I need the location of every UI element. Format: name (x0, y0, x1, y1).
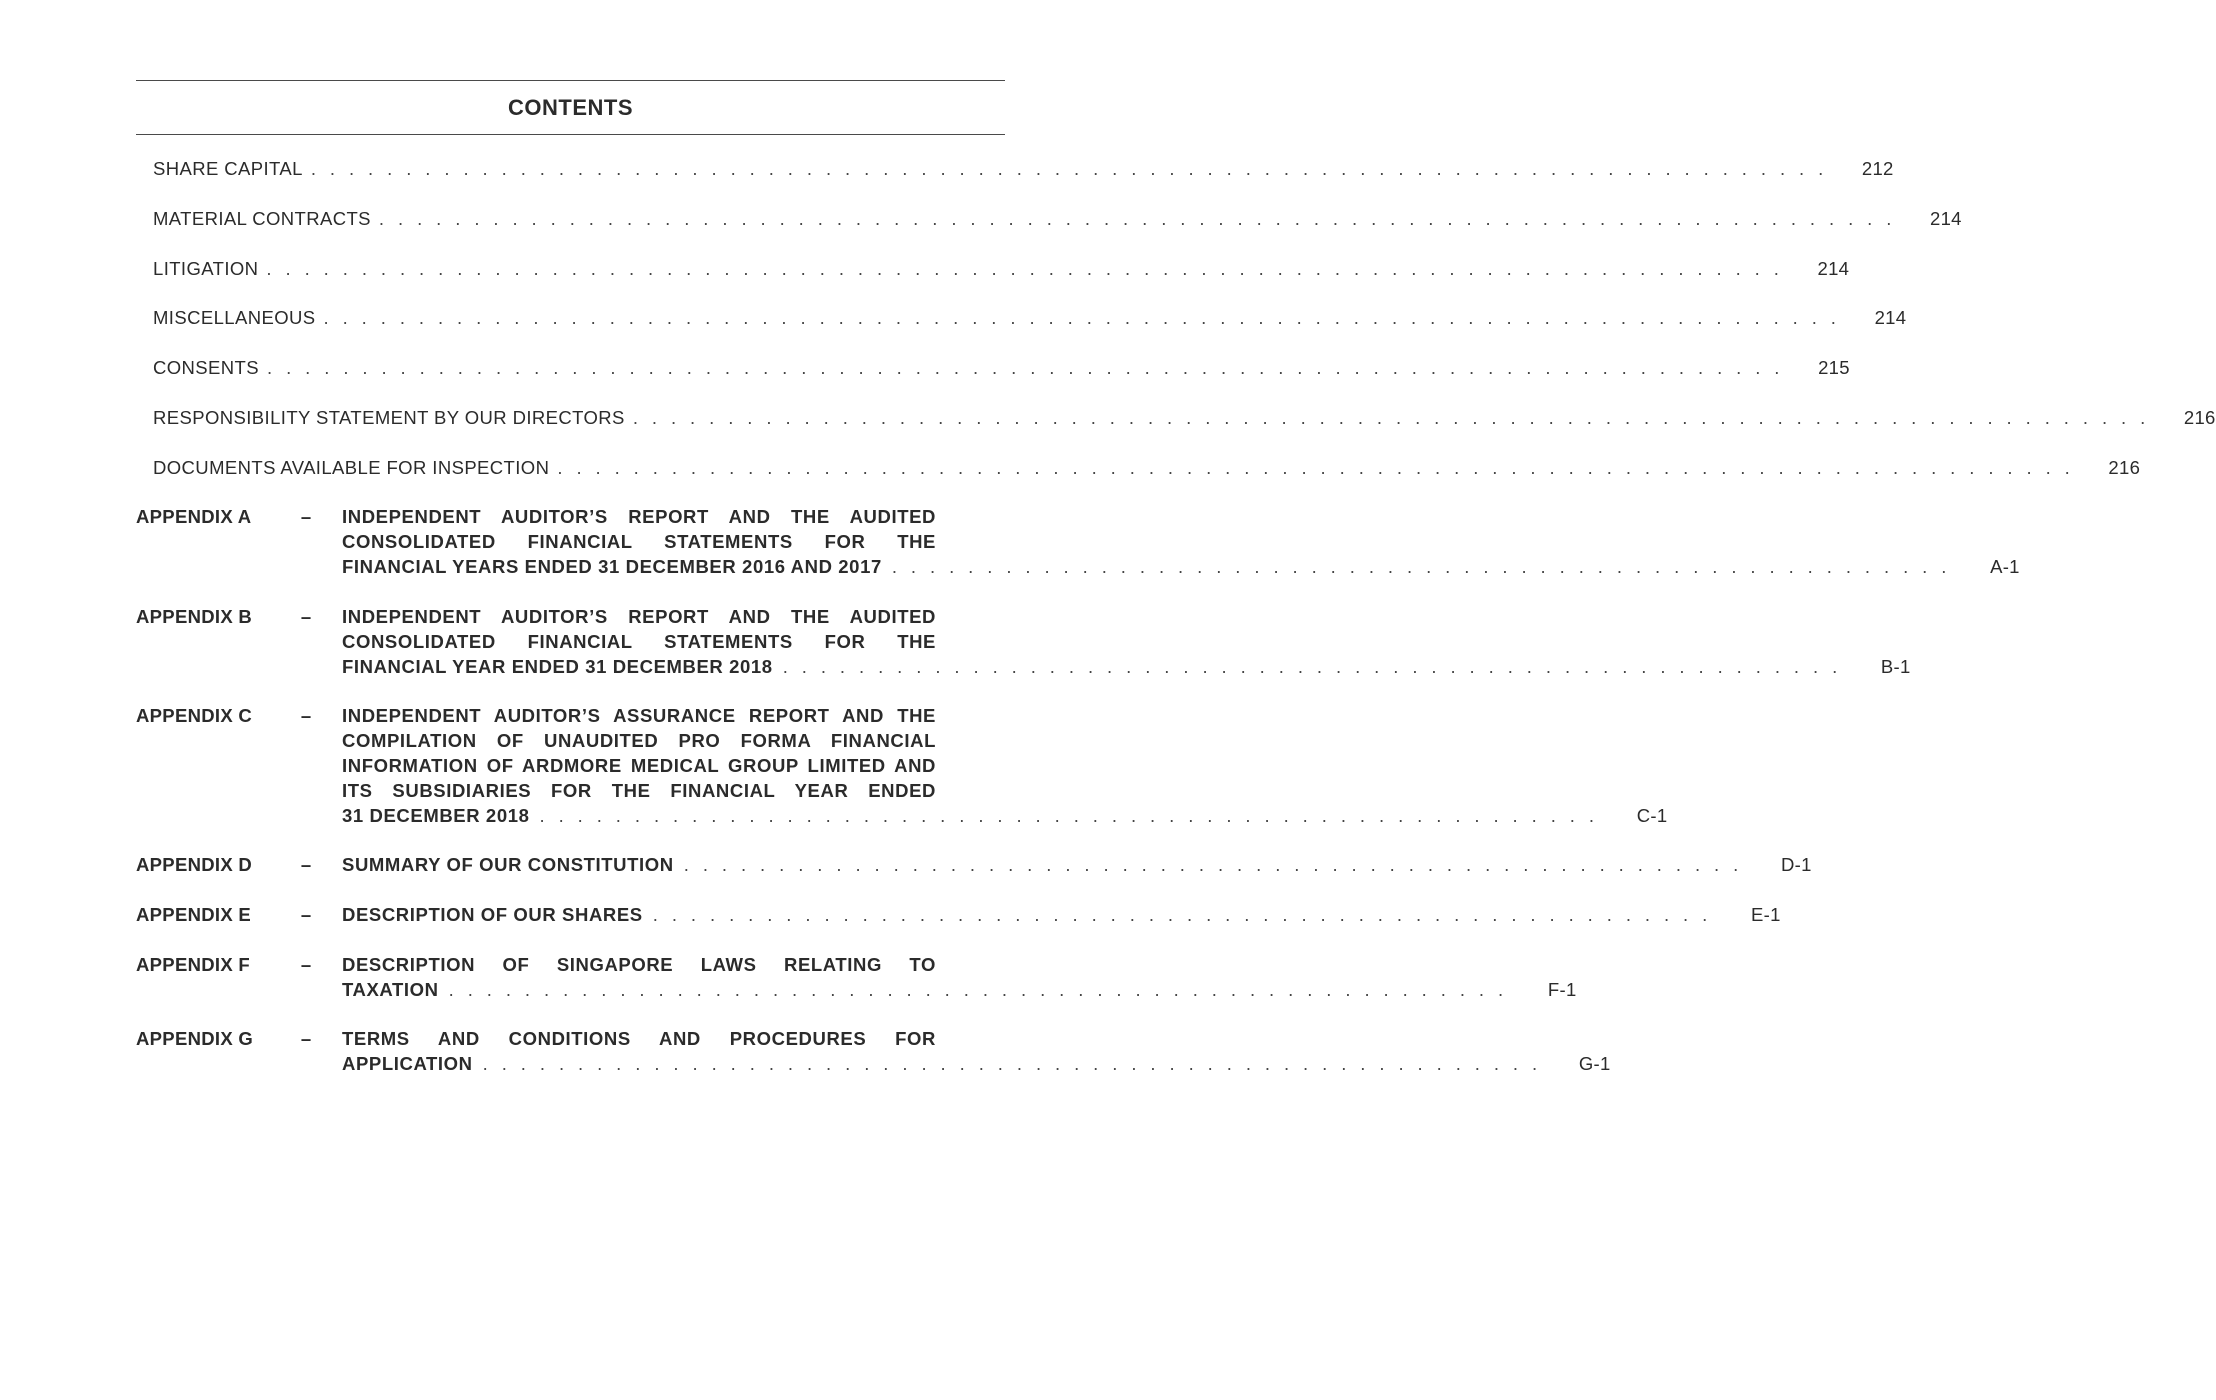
appendix-dash: – (300, 904, 312, 925)
toc-entry-page: 214 (1874, 307, 1907, 328)
appendix-page: F-1 (1547, 979, 1577, 1000)
appendix-label: APPENDIX D (136, 854, 253, 875)
dot-leader: . . . . . . . . . . . . . . . . . . . . . . . . . . . . . . . . . . . . . . . . . . . . . . . . . . . . . . . . (782, 656, 1842, 677)
toc-entry-title: MATERIAL CONTRACTS (153, 208, 371, 229)
appendix-label: APPENDIX A (136, 506, 252, 527)
appendix-title-line: TAXATION (342, 979, 439, 1000)
toc-entry-page: 215 (1818, 357, 1850, 378)
appendix-page: B-1 (1880, 656, 1911, 677)
appendix-title-line: APPLICATION (342, 1053, 473, 1074)
appendix-page: G-1 (1578, 1053, 1611, 1074)
appendix-title (342, 1026, 1611, 1076)
appendix-label: APPENDIX F (136, 954, 251, 975)
dot-leader: . . . . . . . . . . . . . . . . . . . . . . . . . . . . . . . . . . . . . . . . . . . . . . . . . . . . . . . . . . . . . . . . . . . . . . . . . . . . . . . . (632, 407, 2150, 428)
appendix-dash: – (300, 705, 312, 726)
toc-entry-title: LITIGATION (153, 258, 259, 279)
toc-entry-page: 214 (1929, 208, 1962, 229)
toc-entry-litigation[interactable] (153, 256, 1850, 281)
toc-entry-documents-available[interactable] (153, 455, 2141, 480)
appendix-title-line: COMPILATION OF UNAUDITED PRO FORMA FINANCIAL (342, 730, 936, 751)
appendix-title-line: INDEPENDENT AUDITOR’S REPORT AND THE AUDITED (342, 506, 936, 527)
toc-entry-material-contracts[interactable] (153, 206, 1962, 231)
dot-leader: . . . . . . . . . . . . . . . . . . . . . . . . . . . . . . . . . . . . . . . . . . . . . . . . . . . . . . . . (683, 854, 1743, 875)
appendix-dash: – (300, 606, 312, 627)
appendix-title (342, 703, 1668, 828)
appendix-title-line: FINANCIAL YEAR ENDED 31 DECEMBER 2018 (342, 656, 773, 677)
appendix-title-line: TERMS AND CONDITIONS AND PROCEDURES FOR (342, 1028, 936, 1049)
appendix-label: APPENDIX G (136, 1028, 254, 1049)
toc-entry-page: 214 (1817, 258, 1850, 279)
appendix-page: D-1 (1780, 854, 1812, 875)
toc-entry-page: 216 (2183, 407, 2216, 428)
appendix-title (342, 604, 1911, 679)
toc-entry-responsibility-statement[interactable] (153, 405, 2216, 430)
appendix-title (342, 952, 1577, 1002)
dot-leader: . . . . . . . . . . . . . . . . . . . . . . . . . . . . . . . . . . . . . . . . . . . . . . . . . . . . . . . . (539, 805, 1599, 826)
toc-entry-title: DOCUMENTS AVAILABLE FOR INSPECTION (153, 457, 550, 478)
top-rule (136, 80, 1005, 81)
appendix-title-line: INFORMATION OF ARDMORE MEDICAL GROUP LIMITED AND (342, 755, 936, 776)
toc-entry-share-capital[interactable] (153, 156, 1894, 181)
appendix-title-line: INDEPENDENT AUDITOR’S REPORT AND THE AUDITED (342, 606, 936, 627)
dot-leader: . . . . . . . . . . . . . . . . . . . . . . . . . . . . . . . . . . . . . . . . . . . . . . . . . . . . . . . . (652, 904, 1712, 925)
appendix-title (342, 902, 1781, 927)
toc-entry-page: 216 (2108, 457, 2141, 478)
dot-leader: . . . . . . . . . . . . . . . . . . . . . . . . . . . . . . . . . . . . . . . . . . . . . . . . . . . . . . . . (891, 556, 1951, 577)
appendix-page: E-1 (1750, 904, 1781, 925)
dot-leader: . . . . . . . . . . . . . . . . . . . . . . . . . . . . . . . . . . . . . . . . . . . . . . . . . . . . . . . . . . . . . . . . . . . . . . . . . . . . . . . . (557, 457, 2075, 478)
toc-entry-title: RESPONSIBILITY STATEMENT BY OUR DIRECTORS (153, 407, 625, 428)
appendix-title-line: DESCRIPTION OF OUR SHARES (342, 904, 643, 925)
appendix-label: APPENDIX C (136, 705, 253, 726)
appendix-dash: – (300, 1028, 312, 1049)
appendix-dash: – (300, 954, 312, 975)
appendix-title-line: SUMMARY OF OUR CONSTITUTION (342, 854, 674, 875)
bottom-rule (136, 134, 1005, 135)
appendix-page: C-1 (1636, 805, 1668, 826)
page-title: CONTENTS (508, 95, 633, 120)
appendix-title-line: INDEPENDENT AUDITOR’S ASSURANCE REPORT AND THE (342, 705, 936, 726)
appendix-title-line: 31 DECEMBER 2018 (342, 805, 530, 826)
appendix-title-line: DESCRIPTION OF SINGAPORE LAWS RELATING TO (342, 954, 936, 975)
dot-leader: . . . . . . . . . . . . . . . . . . . . . . . . . . . . . . . . . . . . . . . . . . . . . . . . . . . . . . . . . . . . . . . . . . . . . . . . . . . . . . . . (378, 208, 1896, 229)
appendix-title-line: CONSOLIDATED FINANCIAL STATEMENTS FOR THE (342, 531, 936, 552)
appendix-label: APPENDIX B (136, 606, 253, 627)
appendix-title-line: CONSOLIDATED FINANCIAL STATEMENTS FOR THE (342, 631, 936, 652)
toc-entry-title: CONSENTS (153, 357, 259, 378)
dot-leader: . . . . . . . . . . . . . . . . . . . . . . . . . . . . . . . . . . . . . . . . . . . . . . . . . . . . . . . . . . . . . . . . . . . . . . . . . . . . . . . . (266, 258, 1784, 279)
appendix-dash: – (300, 506, 312, 527)
appendix-dash: – (300, 854, 312, 875)
toc-entry-title: SHARE CAPITAL (153, 158, 303, 179)
dot-leader: . . . . . . . . . . . . . . . . . . . . . . . . . . . . . . . . . . . . . . . . . . . . . . . . . . . . . . . . (448, 979, 1508, 1000)
appendix-title-line: ITS SUBSIDIARIES FOR THE FINANCIAL YEAR ENDED (342, 780, 936, 801)
toc-entry-title: MISCELLANEOUS (153, 307, 316, 328)
appendix-title-line: FINANCIAL YEARS ENDED 31 DECEMBER 2016 AND 2017 (342, 556, 882, 577)
toc-entry-consents[interactable] (153, 355, 1850, 380)
toc-entry-page: 212 (1861, 158, 1894, 179)
appendix-title (342, 852, 1812, 877)
toc-entry-miscellaneous[interactable] (153, 305, 1907, 330)
dot-leader: . . . . . . . . . . . . . . . . . . . . . . . . . . . . . . . . . . . . . . . . . . . . . . . . . . . . . . . . . . . . . . . . . . . . . . . . . . . . . . . . (310, 158, 1828, 179)
dot-leader: . . . . . . . . . . . . . . . . . . . . . . . . . . . . . . . . . . . . . . . . . . . . . . . . . . . . . . . . . . . . . . . . . . . . . . . . . . . . . . . . (267, 357, 1784, 378)
dot-leader: . . . . . . . . . . . . . . . . . . . . . . . . . . . . . . . . . . . . . . . . . . . . . . . . . . . . . . . . (482, 1053, 1542, 1074)
dot-leader: . . . . . . . . . . . . . . . . . . . . . . . . . . . . . . . . . . . . . . . . . . . . . . . . . . . . . . . . . . . . . . . . . . . . . . . . . . . . . . . . (323, 307, 1841, 328)
appendix-page: A-1 (1990, 556, 2020, 577)
appendix-label: APPENDIX E (136, 904, 252, 925)
appendix-title (342, 504, 2020, 579)
